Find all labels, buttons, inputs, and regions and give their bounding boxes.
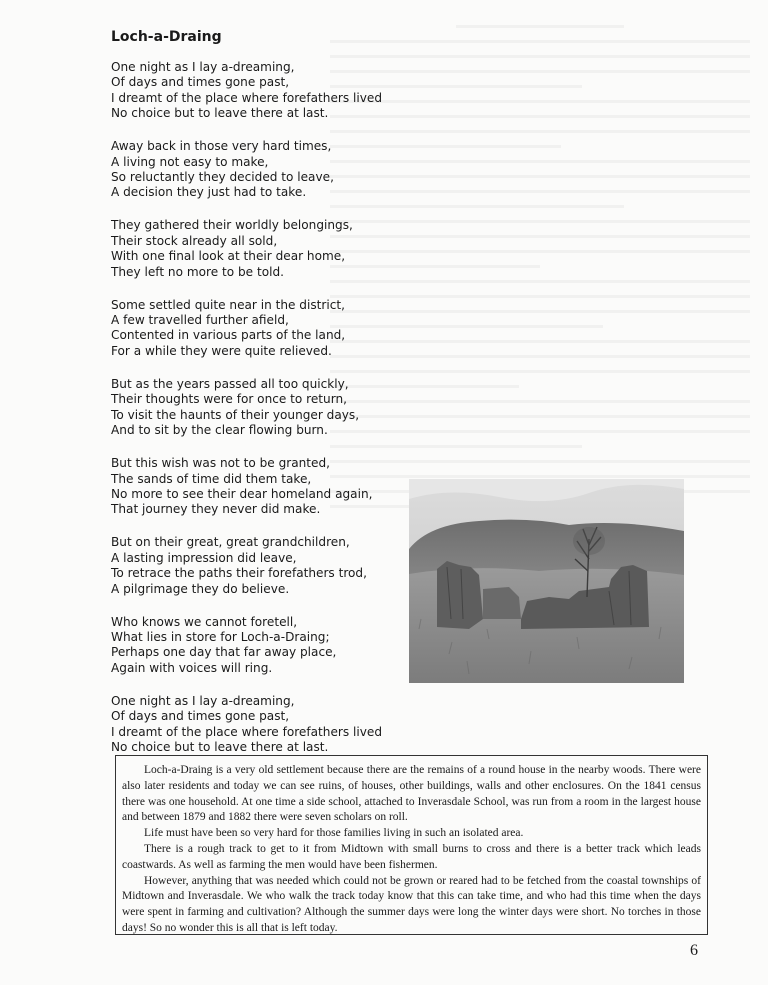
poem-line: Contented in various parts of the land, xyxy=(111,328,346,343)
poem-line: So reluctantly they decided to leave, xyxy=(111,170,334,185)
poem-line: But this wish was not to be granted, xyxy=(111,456,330,471)
poem-line: Away back in those very hard times, xyxy=(111,139,332,154)
poem-line: They left no more to be told. xyxy=(111,264,284,279)
poem-line: To retrace the paths their forefathers trod, xyxy=(111,566,367,581)
poem-line: A decision they just had to take. xyxy=(111,185,307,200)
poem-title: Loch-a-Draing xyxy=(111,29,222,45)
poem-line: A lasting impression did leave, xyxy=(111,550,297,565)
poem-stanza xyxy=(111,694,411,756)
poem-line: To visit the haunts of their younger days, xyxy=(111,407,360,422)
poem-line: Who knows we cannot foretell, xyxy=(111,614,298,629)
poem-line: For a while they were quite relieved. xyxy=(111,343,332,358)
poem-body xyxy=(111,60,411,773)
poem-stanza xyxy=(111,60,411,122)
poem-line: I dreamt of the place where forefathers lived xyxy=(111,724,383,739)
poem-line: Their thoughts were for once to return, xyxy=(111,392,347,407)
notes-paragraph: Life must have been so very hard for those families living in such an isolated area. xyxy=(144,827,524,840)
notes-paragraph: However, anything that was needed which could not be grown or reared had to be fetched from the coastal townships of Midtown and Inverasdale. We who walk the track today know that this can take time, and who had this time when the days were spent in farming and cultivation? Although the summer days were long the winter days were short. No torches in those days! So no wonder this is all that is left today. xyxy=(122,874,701,934)
poem-stanza xyxy=(111,535,411,597)
poem-line: Again with voices will ring. xyxy=(111,660,273,675)
notes-paragraph: There is a rough track to get to it from Midtown with small burns to cross and there is a better track which leads coastwards. As well as farming the men would have been fishermen. xyxy=(122,842,701,871)
poem-line: One night as I lay a-dreaming, xyxy=(111,693,295,708)
poem-stanza xyxy=(111,615,411,677)
poem-stanza xyxy=(111,377,411,439)
poem-line: No more to see their dear homeland again, xyxy=(111,486,373,501)
poem-line: No choice but to leave there at last. xyxy=(111,106,329,121)
poem-line: Of days and times gone past, xyxy=(111,75,290,90)
poem-line: Their stock already all sold, xyxy=(111,233,278,248)
poem-line: And to sit by the clear flowing burn. xyxy=(111,423,328,438)
poem-line: A few travelled further afield, xyxy=(111,313,289,328)
poem-line: Perhaps one day that far away place, xyxy=(111,645,337,660)
poem-stanza xyxy=(111,298,411,360)
poem-line: That journey they never did make. xyxy=(111,502,321,517)
poem-stanza xyxy=(111,218,411,280)
poem-line: I dreamt of the place where forefathers lived xyxy=(111,90,383,105)
ruins-photo xyxy=(409,479,684,683)
poem-line: Some settled quite near in the district, xyxy=(111,297,345,312)
page-number: 6 xyxy=(690,942,698,959)
poem-line: But as the years passed all too quickly, xyxy=(111,376,349,391)
poem-line: They gathered their worldly belongings, xyxy=(111,218,353,233)
poem-line: With one final look at their dear home, xyxy=(111,249,346,264)
poem-line: What lies in store for Loch-a-Draing; xyxy=(111,629,330,644)
poem-line: A pilgrimage they do believe. xyxy=(111,581,290,596)
notes-paragraph: Loch-a-Draing is a very old settlement because there are the remains of a round house in the nearby woods. There were also later residents and today we can see ruins, of houses, other buildings, walls and other enclosures. On the 1841 census there was one household. At one time a side school, attached to Inverasdale School, was run from a room in the largest house and between 1879 and 1882 there were seven scholars on roll. xyxy=(122,764,701,824)
poem-stanza xyxy=(111,139,411,201)
poem-line: No choice but to leave there at last. xyxy=(111,739,329,754)
poem-line: The sands of time did them take, xyxy=(111,471,312,486)
poem-line: But on their great, great grandchildren, xyxy=(111,535,350,550)
poem-line: One night as I lay a-dreaming, xyxy=(111,60,295,74)
history-notes-box xyxy=(115,755,708,935)
poem-line: Of days and times gone past, xyxy=(111,709,290,724)
poem-line: A living not easy to make, xyxy=(111,154,269,169)
poem-stanza xyxy=(111,456,411,518)
